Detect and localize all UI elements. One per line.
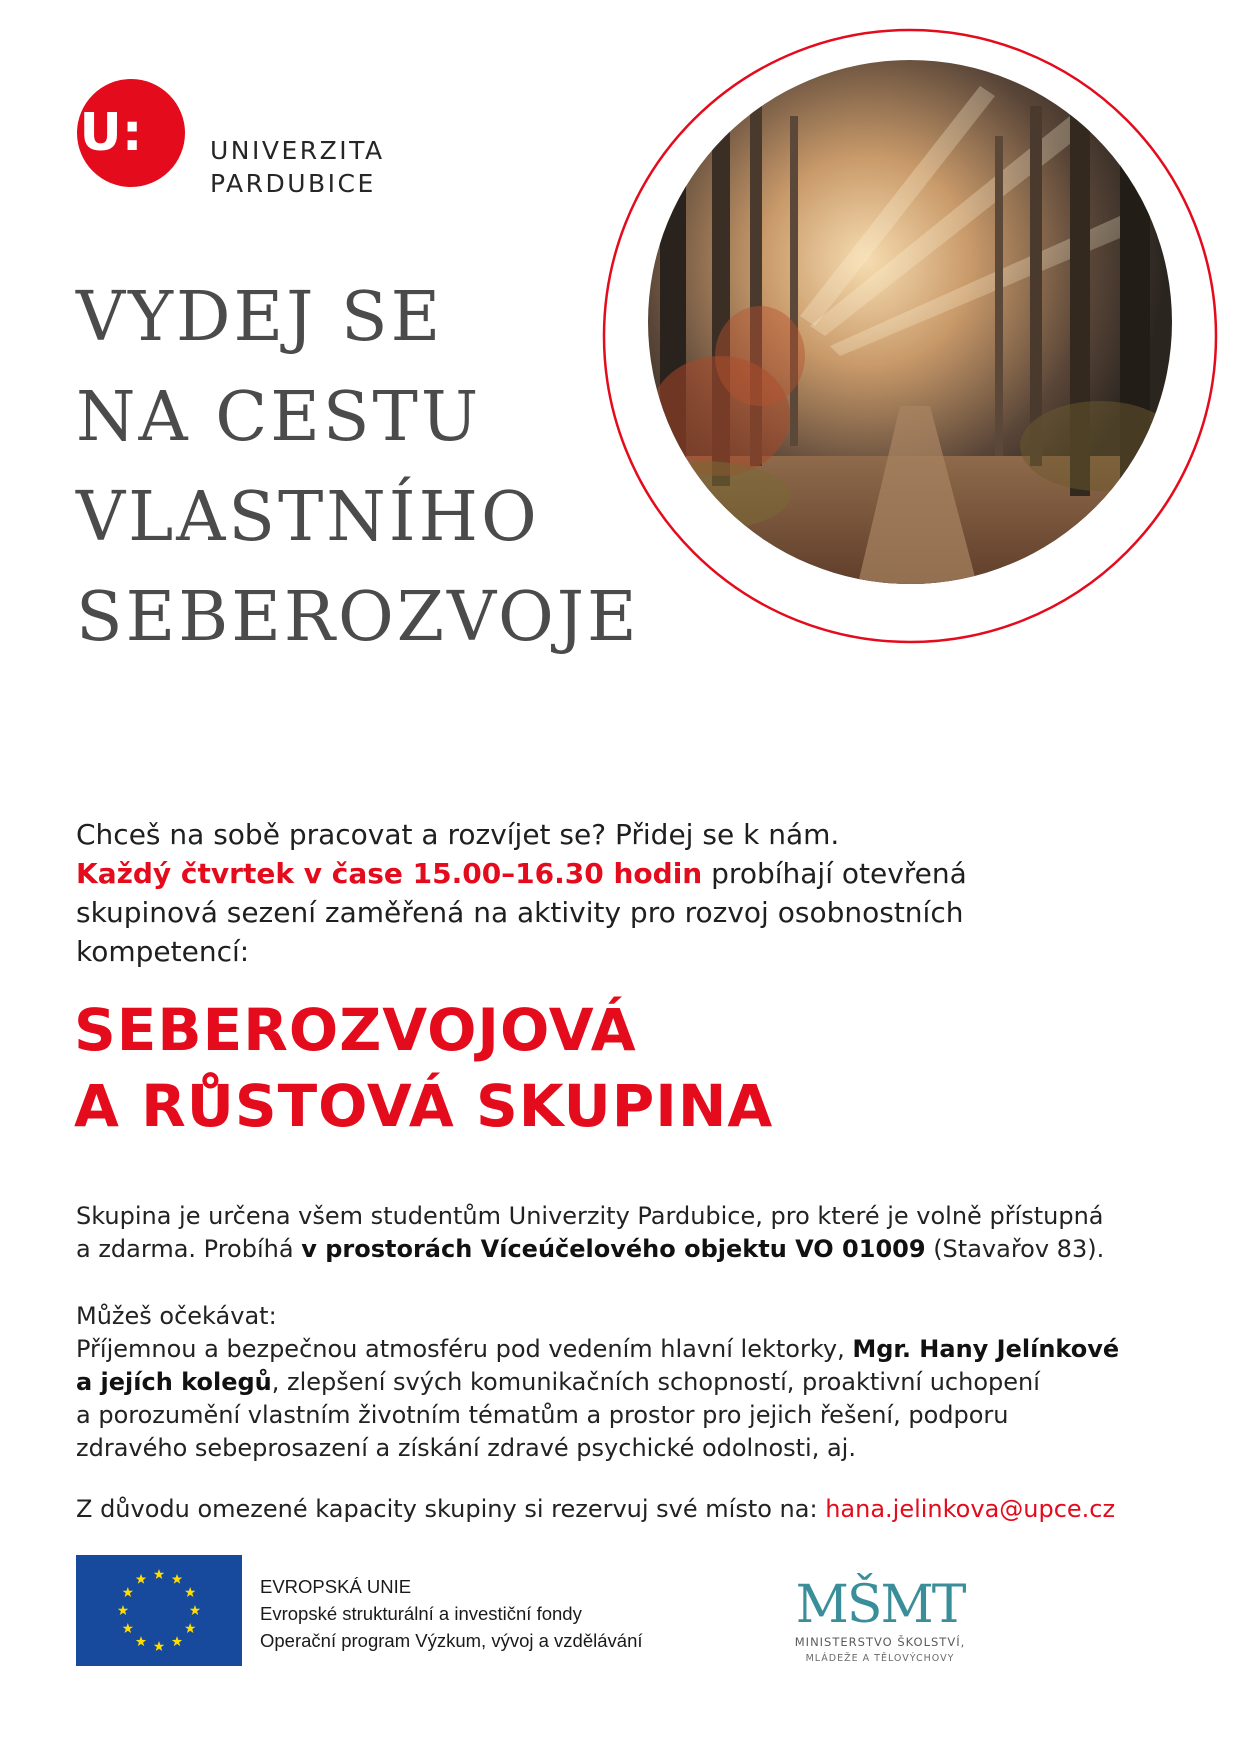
university-name-line1: UNIVERZITA <box>210 136 385 165</box>
msmt-name-line-2: MLÁDEŽE A TĚLOVÝCHOVY <box>805 1653 955 1664</box>
expectations-heading: Můžeš očekávat: <box>76 1302 277 1330</box>
schedule-highlight: Každý čtvrtek v čase 15.00–16.30 hodin <box>76 857 703 890</box>
intro-text <box>76 815 1176 971</box>
expectations-line-2-end: , zlepšení svých komunikačních schopností, proaktivní uchopení <box>271 1368 1040 1396</box>
headline-line-1: VYDEJ SE <box>76 278 444 357</box>
expectations-line-1 <box>76 1333 1166 1366</box>
intro-line-1: Chceš na sobě pracovat a rozvíjet se? Přidej se k nám. <box>76 818 840 851</box>
lecturer-name: Mgr. Hany Jelínkové <box>852 1335 1120 1363</box>
audience-line-1: Skupina je určena všem studentům Univerzity Pardubice, pro které je volně přístupná <box>76 1202 1104 1230</box>
university-logo <box>76 78 385 198</box>
msmt-logo <box>758 1560 998 1670</box>
venue: v prostorách Víceúčelového objektu VO 01009 <box>301 1235 926 1263</box>
eu-program-line: Operační program Výzkum, vývoj a vzdělávání <box>260 1630 643 1651</box>
expectations-line-2 <box>76 1366 1166 1399</box>
logo-mark-letter: U: <box>79 103 143 163</box>
group-title-line-2: A RŮSTOVÁ SKUPINA <box>74 1072 774 1140</box>
audience-line-2-end: (Stavařov 83). <box>925 1235 1105 1263</box>
eu-flag-icon <box>76 1555 242 1666</box>
group-title-line-1: SEBEROZVOJOVÁ <box>74 996 637 1064</box>
intro-line-3: skupinová sezení zaměřená na aktivity pro rozvoj osobnostních <box>76 896 964 929</box>
headline-line-3: VLASTNÍHO <box>76 478 540 557</box>
eu-funds-line: Evropské strukturální a investiční fondy <box>260 1603 582 1624</box>
headline-line-2: NA CESTU <box>76 378 482 457</box>
expectations-paragraph <box>76 1300 1166 1465</box>
group-title <box>74 992 1174 1144</box>
headline <box>76 268 640 668</box>
eu-title: EVROPSKÁ UNIE <box>260 1576 412 1597</box>
contact-email-link[interactable]: hana.jelinkova@upce.cz <box>825 1495 1116 1523</box>
msmt-logo-mark: MŠMT <box>795 1575 965 1635</box>
audience-line-2 <box>76 1233 1166 1266</box>
headline-line-4: SEBEROZVOJE <box>76 578 640 657</box>
forest-path-photo <box>600 26 1220 646</box>
lecturer-colleagues: a jejích kolegů <box>76 1368 272 1396</box>
expectations-line-3: a porozumění vlastním životním tématům a prostor pro jejich řešení, podporu <box>76 1401 1009 1429</box>
audience-line-2-start: a zdarma. Probíhá <box>76 1235 302 1263</box>
expectations-line-4: zdravého sebeprosazení a získání zdravé psychické odolnosti, aj. <box>76 1434 856 1462</box>
intro-line-4: kompetencí: <box>76 935 250 968</box>
intro-line-2-rest: probíhají otevřená <box>702 857 967 890</box>
university-logo-mark-icon <box>76 78 186 188</box>
reservation-text: Z důvodu omezené kapacity skupiny si rezervuj své místo na: <box>76 1495 826 1523</box>
university-name <box>210 134 385 200</box>
msmt-name-line-1: MINISTERSTVO ŠKOLSTVÍ, <box>794 1635 966 1649</box>
university-name-line2: PARDUBICE <box>210 169 376 198</box>
intro-line-2 <box>76 854 1176 893</box>
reservation-paragraph <box>76 1493 1166 1526</box>
expectations-line-1-start: Příjemnou a bezpečnou atmosféru pod vedením hlavní lektorky, <box>76 1335 853 1363</box>
audience-paragraph <box>76 1200 1166 1266</box>
eu-funding-text <box>260 1573 643 1654</box>
